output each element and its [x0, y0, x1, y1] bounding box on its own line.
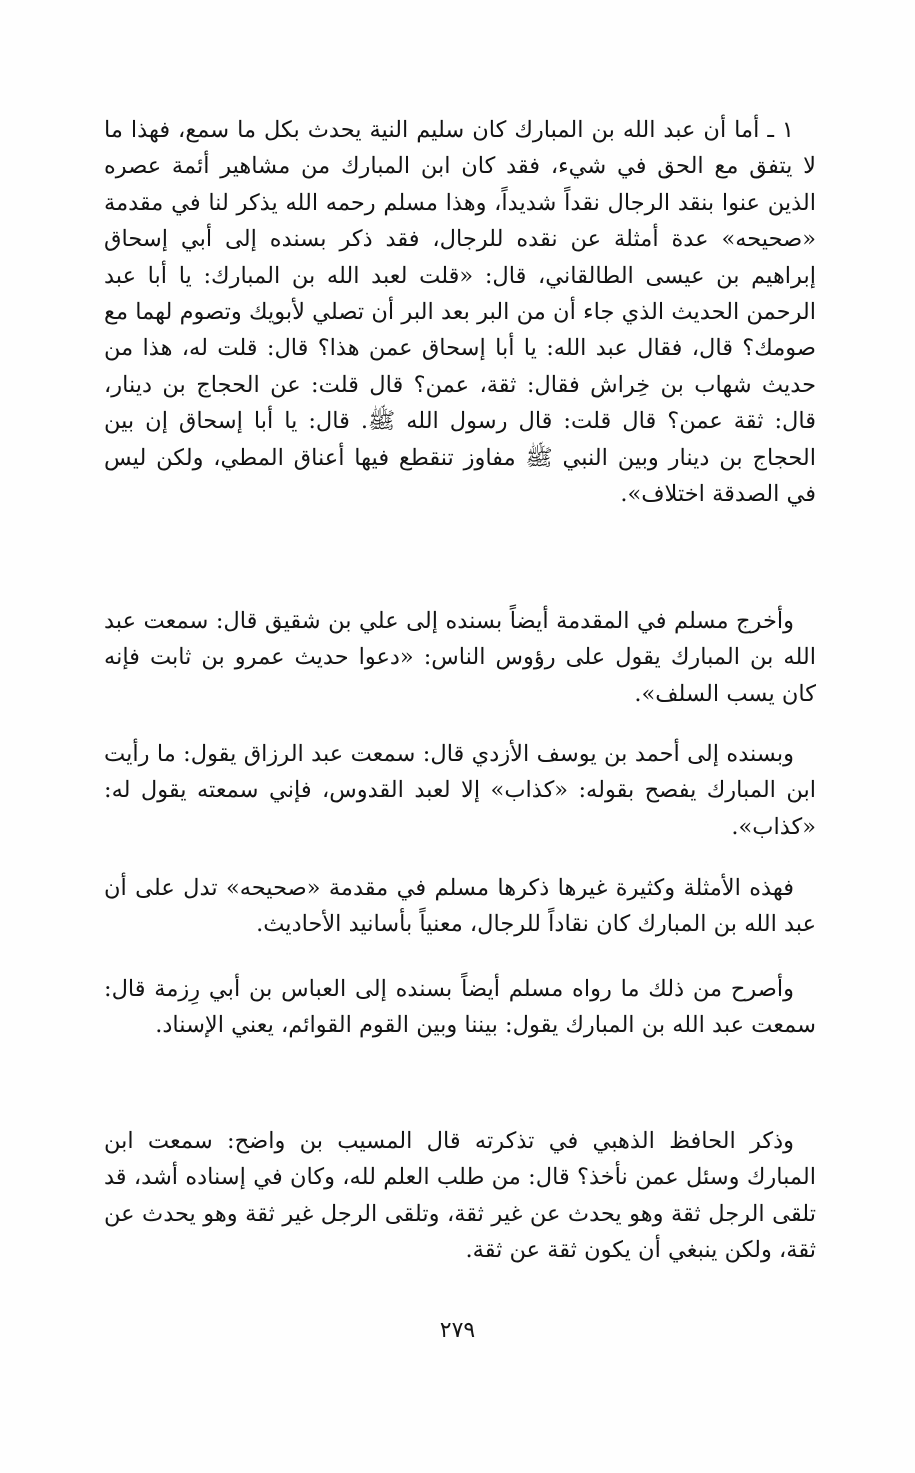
paragraph-3 [104, 736, 816, 845]
paragraph-text: وأصرح من ذلك ما رواه مسلم أيضاً بسنده إلى العباس بن أبي رِزمة قال: سمعت عبد الله بن المبارك يقول: بيننا وبين القوم القوائم، يعني الإسناد. [104, 976, 816, 1039]
paragraph-text: وبسنده إلى أحمد بن يوسف الأزدي قال: سمعت عبد الرزاق يقول: ما رأيت ابن المبارك يفصح بقوله: «كذاب» إلا لعبد القدوس، فإني سمعته يقول له: «كذاب». [104, 741, 816, 840]
paragraph-text: ١ ـ أما أن عبد الله بن المبارك كان سليم النية يحدث بكل ما سمع، فهذا ما لا يتفق مع الحق في شيء، فقد كان ابن المبارك من مشاهير أئمة عصره الذين عنوا بنقد الرجال نقداً شديداً، وهذا مسلم رحمه الله يذكر لنا في مقدمة «صحيحه» عدة أمثلة عن نقده للرجال، فقد ذكر بسنده إلى أبي إسحاق إبراهيم بن عيسى الطالقاني، قال: «قلت لعبد الله بن المبارك: يا أبا عبد الرحمن الحديث الذي جاء أن من البر بعد البر أن تصلي لأبويك وتصوم لهما مع صومك؟ قال، فقال عبد الله: يا أبا إسحاق عمن هذا؟ قال: قلت له، هذا من حديث شهاب بن خِراش فقال: ثقة، عمن؟ قال قلت: عن الحجاج بن دينار، قال: ثقة عمن؟ قال قلت: قال رسول الله ﷺ. قال: يا أبا إسحاق إن بين الحجاج بن دينار وبين النبي ﷺ مفاوز تنقطع فيها أعناق المطي، ولكن ليس في الصدقة اختلاف». [104, 117, 816, 508]
paragraph-1 [104, 112, 816, 512]
paragraph-2 [104, 603, 816, 712]
paragraph-4 [104, 870, 816, 943]
paragraph-5 [104, 971, 816, 1044]
paragraph-6 [104, 1123, 816, 1269]
page-number: ٢٧٩ [439, 1318, 476, 1343]
paragraph-text: وأخرج مسلم في المقدمة أيضاً بسنده إلى علي بن شقيق قال: سمعت عبد الله بن المبارك يقول على رؤوس الناس: «دعوا حديث عمرو بن ثابت فإنه كان يسب السلف». [104, 608, 816, 707]
paragraph-text: وذكر الحافظ الذهبي في تذكرته قال المسيب بن واضح: سمعت ابن المبارك وسئل عمن نأخذ؟ قال: من طلب العلم لله، وكان في إسناده أشد، قد تلقى الرجل ثقة وهو يحدث عن غير ثقة، وتلقى الرجل غير ثقة وهو يحدث عن ثقة، ولكن ينبغي أن يكون ثقة عن ثقة. [104, 1128, 816, 1264]
paragraph-text: فهذه الأمثلة وكثيرة غيرها ذكرها مسلم في مقدمة «صحيحه» تدل على أن عبد الله بن المبارك كان نقاداً للرجال، معنياً بأسانيد الأحاديث. [104, 875, 816, 938]
